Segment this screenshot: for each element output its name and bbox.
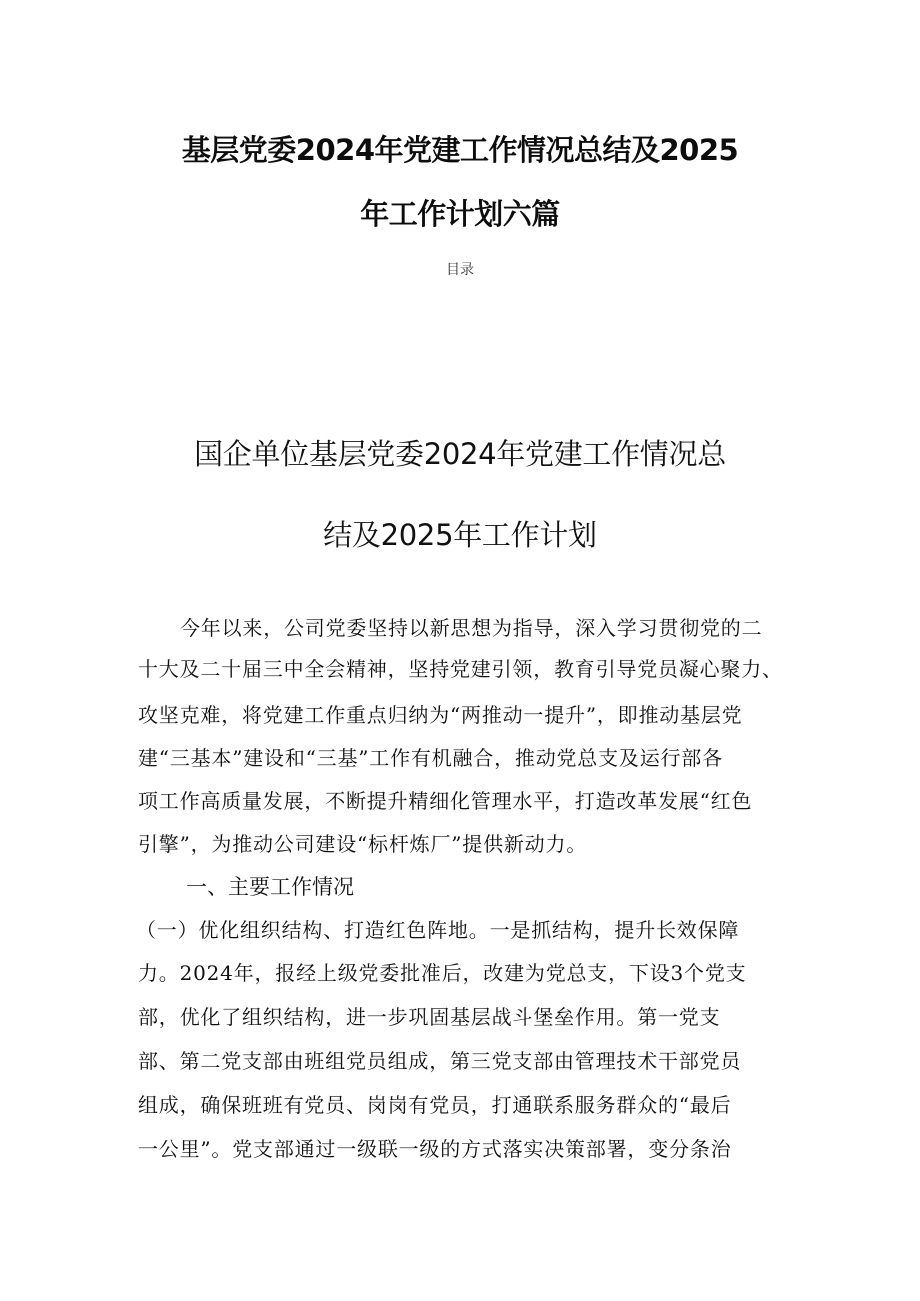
- document-title-line-1: 基层党委2024年党建工作情况总结及2025: [181, 133, 739, 167]
- article-title-line-1: 国企单位基层党委2024年党建工作情况总: [194, 437, 726, 471]
- intro-paragraph-line: 建“三基本”建设和“三基”工作有机融合，推动党总支及运行部各: [138, 746, 723, 770]
- intro-paragraph-line: 攻坚克难，将党建工作重点归纳为“两推动一提升”，即推动基层党: [138, 703, 743, 727]
- section-paragraph-line: （一）优化组织结构、打造红色阵地。一是抓结构，提升长效保障: [136, 918, 740, 942]
- section-paragraph-line: 组成，确保班班有党员、岗岗有党员，打通联系服务群众的“最后: [138, 1093, 732, 1117]
- intro-paragraph-line: 十大及二十届三中全会精神，坚持党建引领，教育引导党员凝心聚力、: [138, 657, 783, 681]
- intro-paragraph-line: 今年以来，公司党委坚持以新思想为指导，深入学习贯彻党的二: [180, 616, 763, 640]
- section-paragraph-line: 部、第二党支部由班组党员组成，第三党支部由管理技术干部党员: [138, 1049, 742, 1073]
- toc-label: 目录: [446, 262, 474, 278]
- intro-paragraph-line: 项工作高质量发展，不断提升精细化管理水平，打造改革发展“红色: [138, 789, 753, 813]
- intro-paragraph-line: 引擎”，为推动公司建设“标杆炼厂”提供新动力。: [138, 832, 588, 856]
- document-title-line-2: 年工作计划六篇: [360, 197, 560, 231]
- section-paragraph-line: 部，优化了组织结构，进一步巩固基层战斗堡垒作用。第一党支: [138, 1005, 721, 1029]
- section-paragraph-line: 力。2024年，报经上级党委批准后，改建为党总支，下设3个党支: [138, 961, 747, 985]
- section-heading: 一、主要工作情况: [186, 875, 354, 899]
- article-title-line-2: 结及2025年工作计划: [323, 518, 597, 552]
- section-paragraph-line: 一公里”。党支部通过一级联一级的方式落实决策部署，变分条治: [138, 1137, 732, 1161]
